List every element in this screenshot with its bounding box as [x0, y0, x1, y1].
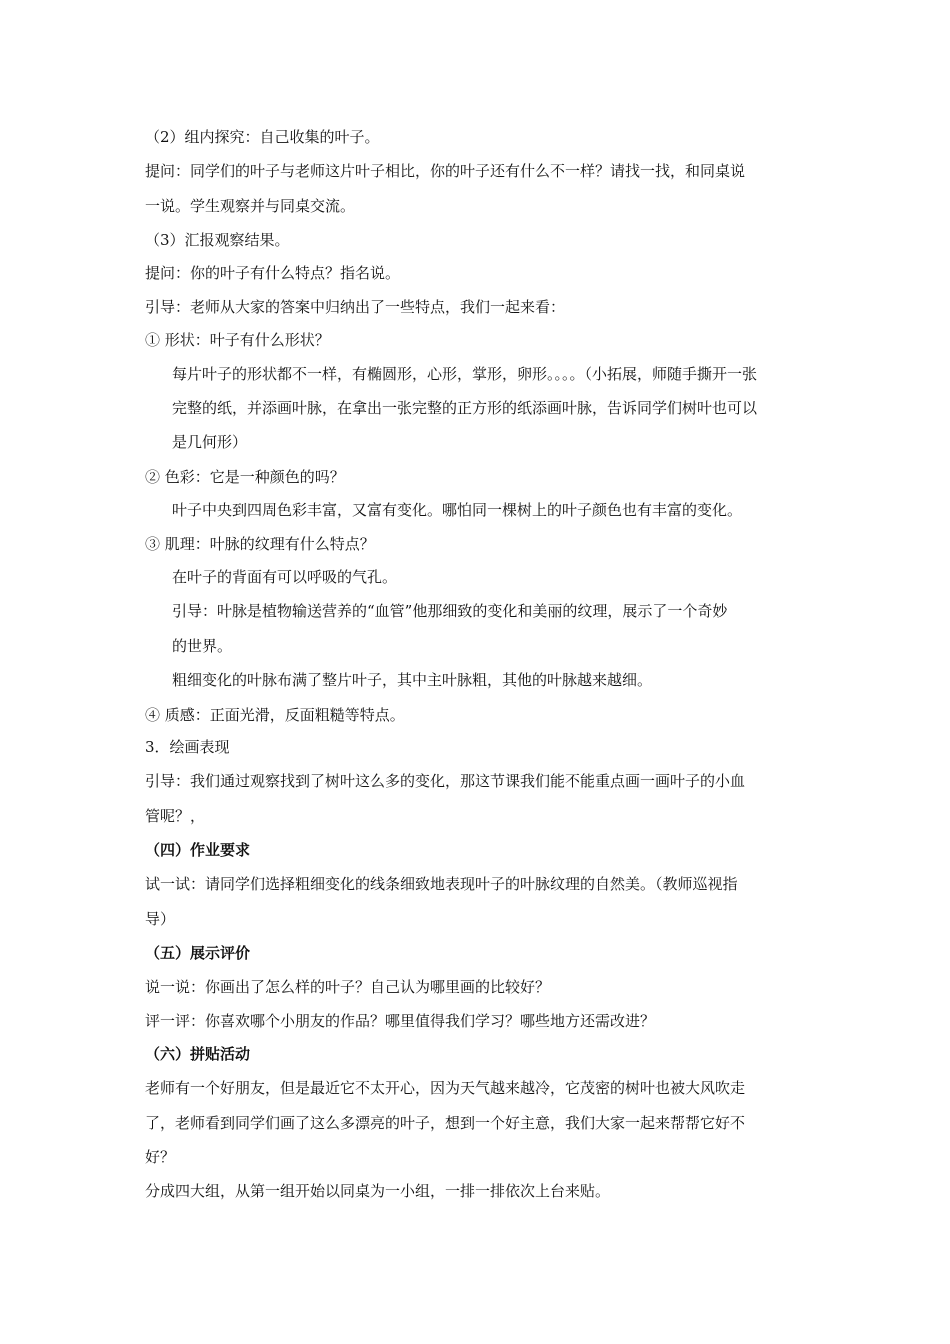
list-item-color: ② 色彩：它是一种颜色的吗？ — [145, 468, 345, 486]
paragraph-line: 老师有一个好朋友，但是最近它不太开心，因为天气越来越冷，它茂密的树叶也被大风吹走 — [145, 1079, 746, 1097]
list-item-feel: ④ 质感：正面光滑，反面粗糙等特点。 — [145, 706, 405, 724]
paragraph-line: （3）汇报观察结果。 — [145, 231, 290, 249]
paragraph-line: （2）组内探究：自己收集的叶子。 — [145, 128, 380, 146]
paragraph-line: 提问：你的叶子有什么特点？指名说。 — [145, 264, 401, 282]
paragraph-line: 引导：老师从大家的答案中归纳出了一些特点，我们一起来看： — [145, 298, 566, 316]
list-item-shape: ① 形状：叶子有什么形状？ — [145, 331, 330, 349]
paragraph-line: 粗细变化的叶脉布满了整片叶子，其中主叶脉粗，其他的叶脉越来越细。 — [172, 671, 653, 689]
list-item-texture: ③ 肌理：叶脉的纹理有什么特点？ — [145, 535, 375, 553]
paragraph-line: 好？ — [145, 1148, 176, 1166]
paragraph-line: 在叶子的背面有可以呼吸的气孔。 — [172, 568, 398, 586]
paragraph-line: 引导：我们通过观察找到了树叶这么多的变化，那这节课我们能不能重点画一画叶子的小血 — [145, 772, 746, 790]
paragraph-line: 一说。学生观察并与同桌交流。 — [145, 197, 356, 215]
paragraph-line: 是几何形） — [172, 433, 248, 451]
paragraph-line: 提问：同学们的叶子与老师这片叶子相比，你的叶子还有什么不一样？请找一找，和同桌说 — [145, 162, 746, 180]
paragraph-line: 每片叶子的形状都不一样，有椭圆形，心形，掌形，卵形。。。。（小拓展，师随手撕开一张 — [172, 365, 758, 383]
paragraph-line: 评一评：你喜欢哪个小朋友的作品？哪里值得我们学习？哪些地方还需改进？ — [145, 1012, 656, 1030]
paragraph-line: 试一试：请同学们选择粗细变化的线条细致地表现叶子的叶脉纹理的自然美。（教师巡视指 — [145, 875, 738, 893]
paragraph-line: 导） — [145, 910, 176, 928]
section-heading: 3．绘画表现 — [145, 738, 230, 756]
section-heading: （五）展示评价 — [145, 944, 251, 962]
paragraph-line: 的世界。 — [172, 637, 233, 655]
section-heading: （四）作业要求 — [145, 841, 251, 859]
paragraph-line: 管呢？， — [145, 807, 206, 825]
paragraph-line: 分成四大组，从第一组开始以同桌为一小组，一排一排依次上台来贴。 — [145, 1182, 611, 1200]
paragraph-line: 完整的纸，并添画叶脉，在拿出一张完整的正方形的纸添画叶脉，告诉同学们树叶也可以 — [172, 399, 758, 417]
paragraph-line: 叶子中央到四周色彩丰富，又富有变化。哪怕同一棵树上的叶子颜色也有丰富的变化。 — [172, 501, 743, 519]
paragraph-line: 了，老师看到同学们画了这么多漂亮的叶子，想到一个好主意，我们大家一起来帮帮它好不 — [145, 1114, 746, 1132]
section-heading: （六）拼贴活动 — [145, 1045, 251, 1063]
paragraph-line: 引导：叶脉是植物输送营养的“血管”他那细致的变化和美丽的纹理，展示了一个奇妙 — [172, 602, 728, 620]
paragraph-line: 说一说：你画出了怎么样的叶子？自己认为哪里画的比较好？ — [145, 978, 551, 996]
